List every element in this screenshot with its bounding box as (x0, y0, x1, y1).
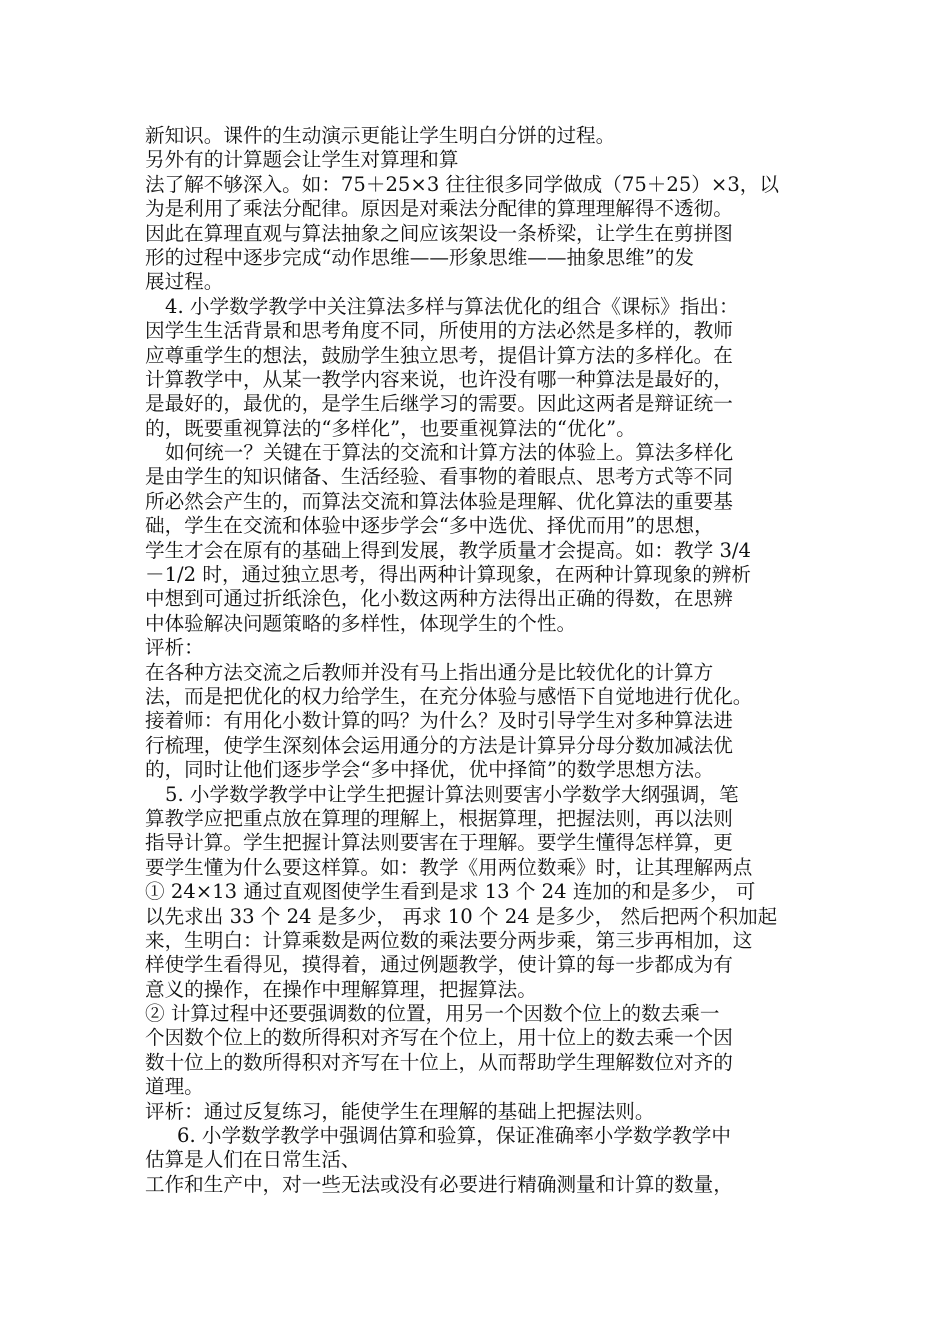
text-line: 要学生懂为什么要这样算。如：教学《用两位数乘》时，让其理解两点 (145, 855, 753, 879)
list-item-2: ② 计算过程中还要强调数的位置，用另一个因数个位上的数去乘一 (145, 1002, 720, 1026)
text-line: 样使学生看得见，摸得着，通过例题教学，使计算的每一步都成为有 (145, 953, 733, 977)
text-line: 的，同时让他们逐步学会“多中择优，优中择简”的数学思想方法。 (145, 758, 714, 782)
text-line: 以先求出 33 个 24 是多少， 再求 10 个 24 是多少， 然后把两个积加起 (145, 904, 778, 928)
text-line: 展过程。 (145, 270, 224, 294)
text-line: 指导计算。学生把握计算法则要害在于理解。要学生懂得怎样算，更 (145, 831, 733, 855)
text-line: 中想到可通过折纸涂色，化小数这两种方法得出正确的得数，在思辨 (145, 587, 733, 611)
text-line: 接着师：有用化小数计算的吗？为什么？及时引导学生对多种算法进 (145, 709, 733, 733)
text-line: 因学生生活背景和思考角度不同，所使用的方法必然是多样的，教师 (145, 319, 733, 343)
text-line: 因此在算理直观与算法抽象之间应该架设一条桥梁，让学生在剪拼图 (145, 221, 733, 245)
text-line: 数十位上的数所得积对齐写在十位上，从而帮助学生理解数位对齐的 (145, 1050, 733, 1074)
section-heading-6: 6. 小学数学教学中强调估算和验算，保证准确率小学数学教学中 (177, 1124, 731, 1148)
text-line: 是由学生的知识储备、生活经验、看事物的着眼点、思考方式等不同 (145, 465, 733, 489)
text-line: 道理。 (145, 1075, 204, 1099)
text-line: 的，既要重视算法的“多样化”，也要重视算法的“优化”。 (145, 416, 636, 440)
text-line: 法了解不够深入。如：75＋25×3 往往很多同学做成（75＋25）×3，以 (145, 172, 779, 196)
text-line: 中体验解决问题策略的多样性，体现学生的个性。 (145, 611, 577, 635)
text-line: 形的过程中逐步完成“动作思维——形象思维——抽象思维”的发 (145, 245, 695, 269)
text-line: 估算是人们在日常生活、 (145, 1148, 361, 1172)
comment-line: 评析：通过反复练习，能使学生在理解的基础上把握法则。 (145, 1099, 655, 1123)
list-item-1: ① 24×13 通过直观图使学生看到是求 13 个 24 连加的和是多少， 可 (145, 880, 756, 904)
text-line: 来，生明白：计算乘数是两位数的乘法要分两步乘，第三步再相加，这 (145, 928, 753, 952)
text-line: 应尊重学生的想法，鼓励学生独立思考，提倡计算方法的多样化。在 (145, 343, 733, 367)
text-line: 是最好的，最优的，是学生后继学习的需要。因此这两者是辩证统一 (145, 392, 733, 416)
text-line: 计算教学中，从某一教学内容来说，也许没有哪一种算法是最好的， (145, 367, 733, 391)
text-line: 在各种方法交流之后教师并没有马上指出通分是比较优化的计算方 (145, 660, 714, 684)
text-line: 算教学应把重点放在算理的理解上，根据算理，把握法则，再以法则 (145, 806, 733, 830)
text-line: 学生才会在原有的基础上得到发展，教学质量才会提高。如：教学 3/4 (145, 538, 751, 562)
text-line: 另外有的计算题会让学生对算理和算 (145, 148, 459, 172)
text-line: 法，而是把优化的权力给学生，在充分体验与感悟下自觉地进行优化。 (145, 684, 753, 708)
paragraph-start: 如何统一？关键在于算法的交流和计算方法的体验上。算法多样化 (165, 441, 734, 465)
text-line: 行梳理，使学生深刻体会运用通分的方法是计算异分母分数加减法优 (145, 733, 733, 757)
text-line: 所必然会产生的，而算法交流和算法体验是理解、优化算法的重要基 (145, 489, 733, 513)
section-heading-5: 5. 小学数学教学中让学生把握计算法则要害小学数学大纲强调，笔 (165, 782, 739, 806)
text-line: 础，学生在交流和体验中逐步学会“多中选优、择优而用”的思想， (145, 514, 714, 538)
text-line: 为是利用了乘法分配律。原因是对乘法分配律的算理理解得不透彻。 (145, 197, 733, 221)
text-line: 新知识。课件的生动演示更能让学生明白分饼的过程。 (145, 124, 616, 147)
text-line: －1/2 时，通过独立思考，得出两种计算现象，在两种计算现象的辨析 (145, 563, 751, 587)
comment-label: 评析： (145, 636, 204, 660)
text-line: 工作和生产中，对一些无法或没有必要进行精确测量和计算的数量， (145, 1172, 733, 1196)
section-heading-4: 4. 小学数学教学中关注算法多样与算法优化的组合《课标》指出： (165, 294, 739, 318)
text-line: 个因数个位上的数所得积对齐写在个位上，用十位上的数去乘一个因 (145, 1026, 733, 1050)
text-line: 意义的操作，在操作中理解算理，把握算法。 (145, 977, 537, 1001)
document-body (145, 124, 815, 1197)
